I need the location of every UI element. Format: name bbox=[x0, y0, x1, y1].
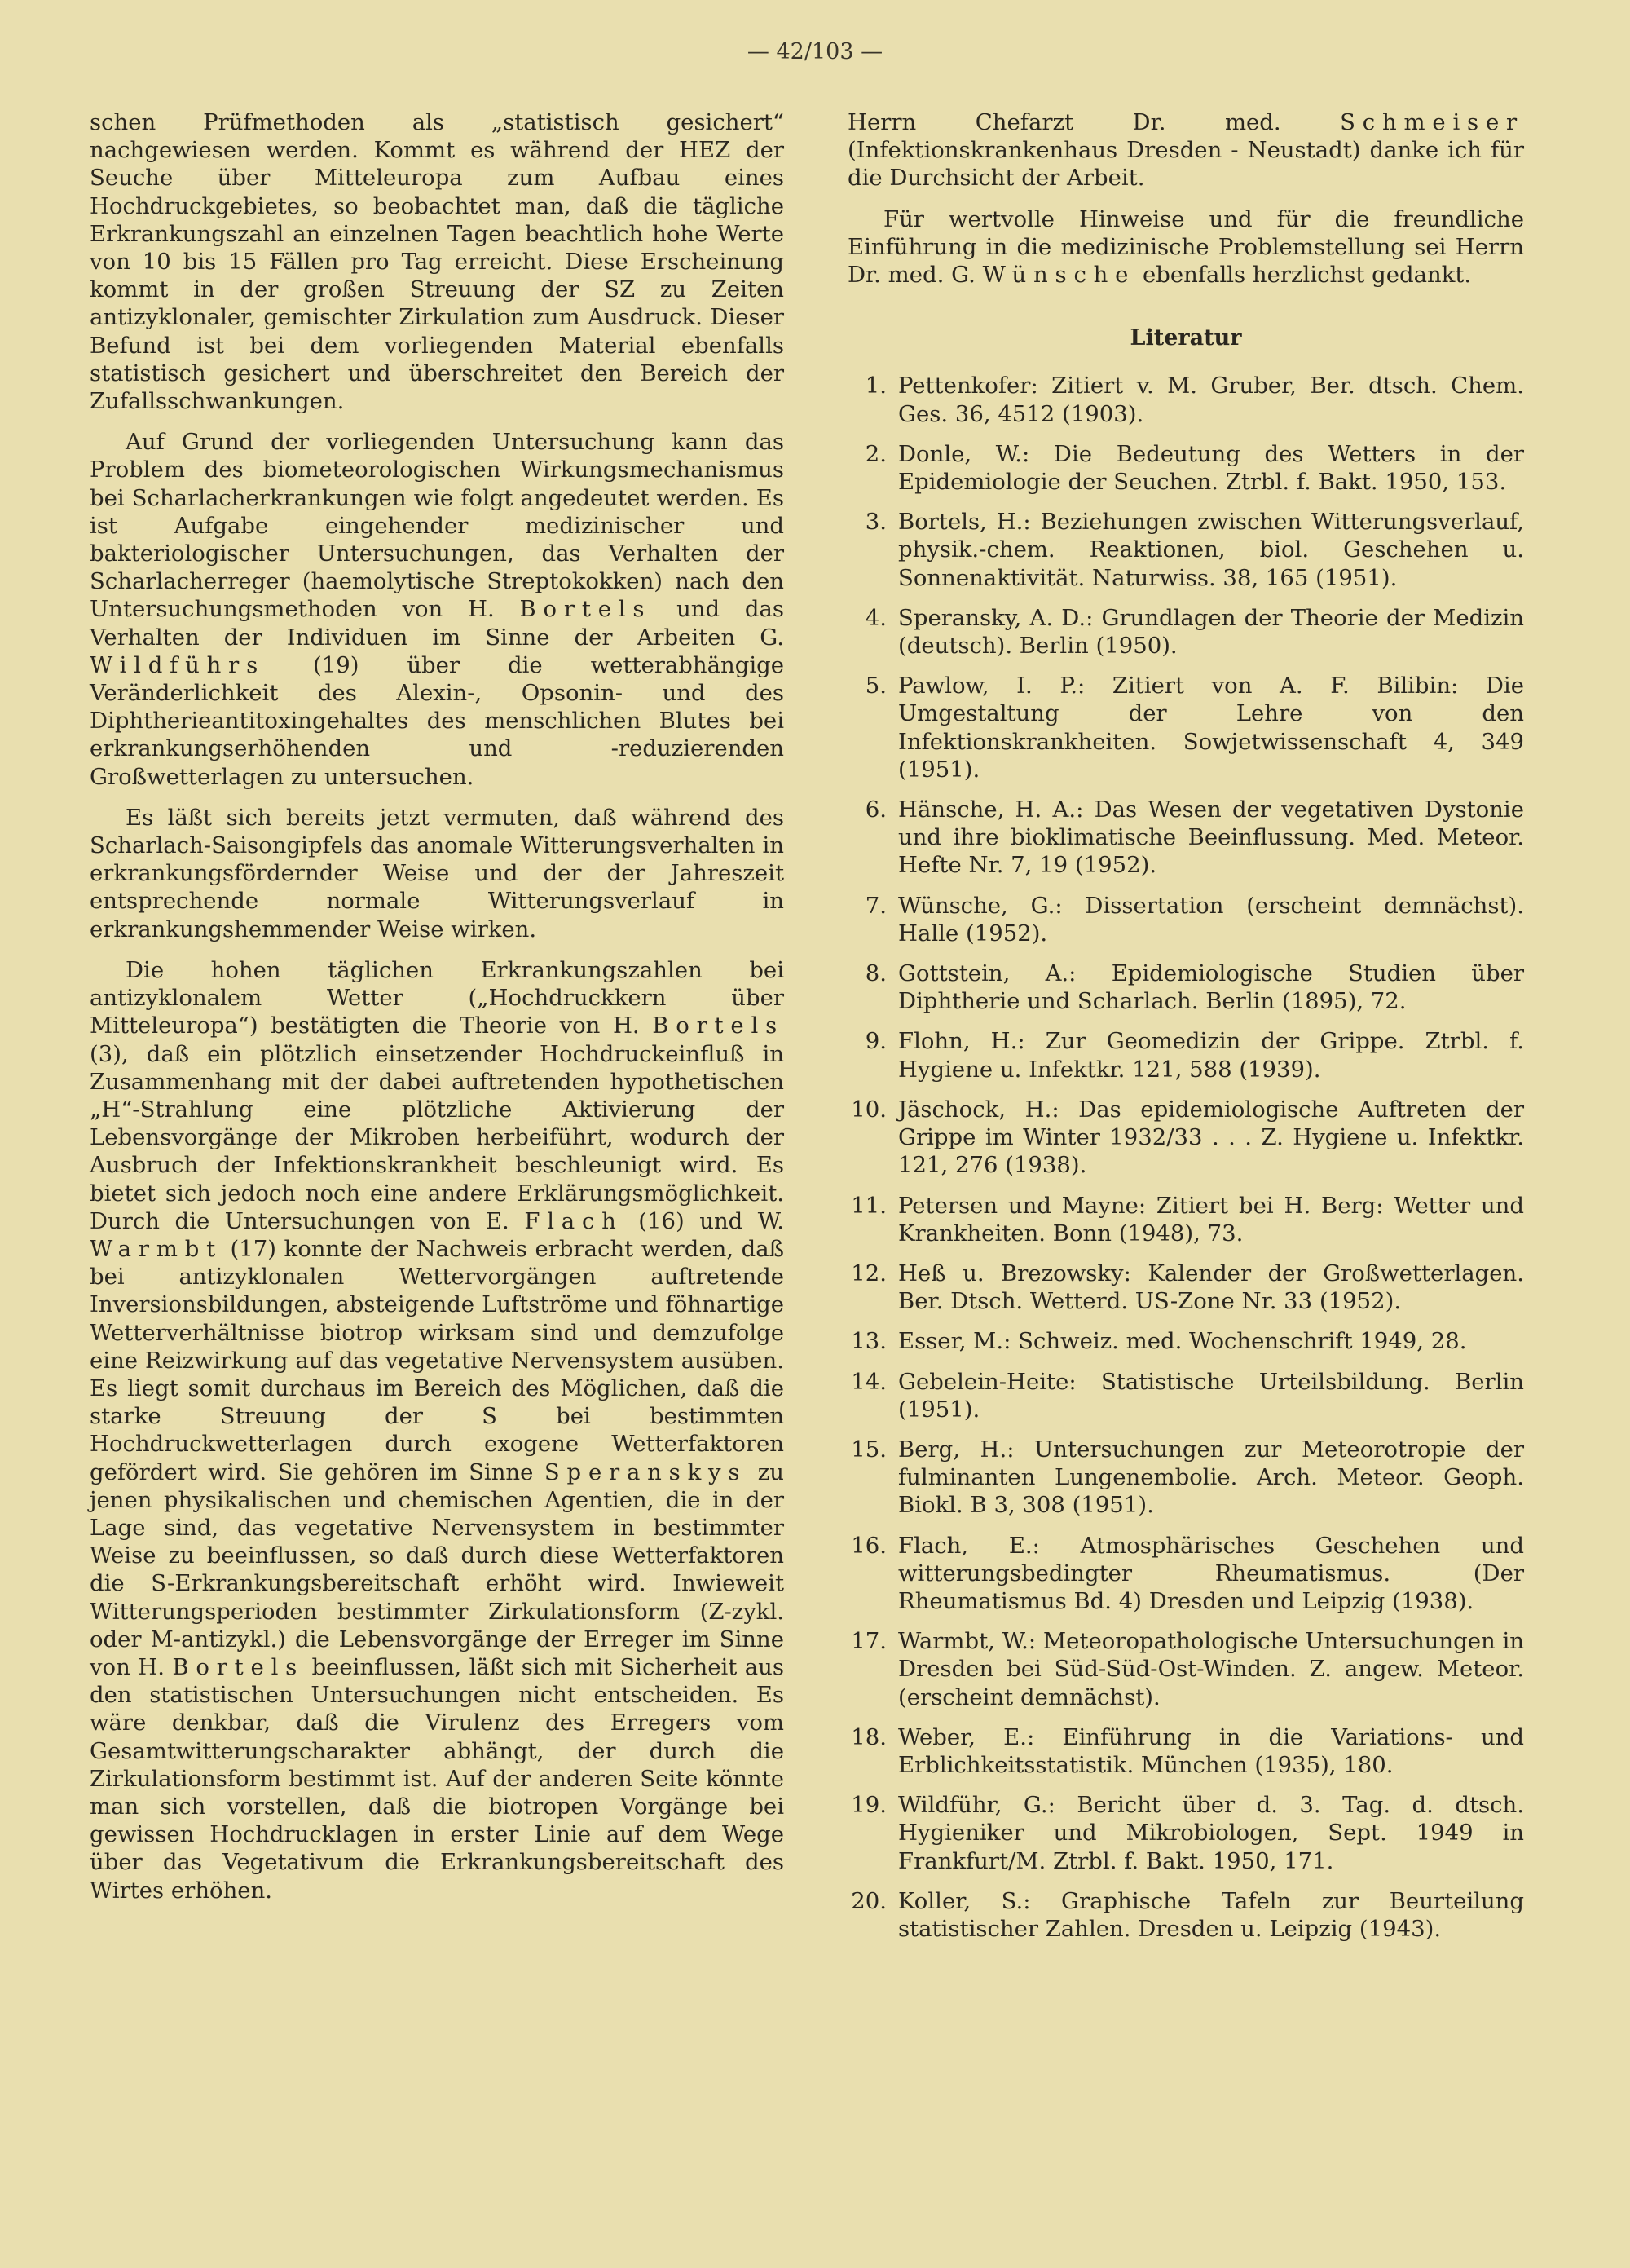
reference-item bbox=[848, 960, 1524, 1015]
reference-number: 10. bbox=[851, 1096, 887, 1123]
reference-number: 8. bbox=[865, 960, 887, 987]
reference-text: Esser, M.: Schweiz. med. Wochenschrift 1949, 28. bbox=[898, 1328, 1467, 1355]
reference-text: Gottstein, A.: Epidemiologische Studien über Diphtherie und Scharlach. Berlin (1895), 72. bbox=[898, 960, 1524, 1015]
reference-number: 4. bbox=[865, 604, 887, 631]
reference-item bbox=[848, 1723, 1524, 1779]
paragraph-2 bbox=[90, 428, 784, 791]
reference-number: 5. bbox=[865, 673, 887, 699]
reference-item bbox=[848, 672, 1524, 783]
paragraph-4-text-e: zu jenen physikalischen und chemischen Agentien, die in der Lage sind, das vegetative Nervensystem in bestimmter Weise zu beeinflussen, so daß durch diese Wetterfaktoren die S-Erkrankungsbereitschaft erhöht wird. Inwieweit Witterungsperioden bestimmter Zirkulationsform (Z-zykl. oder M-antizykl.) die Lebensvorgänge der Erreger im Sinne von H. bbox=[90, 1458, 784, 1680]
paragraph-2-text-c: (19) über die wetterabhängige Veränderlichkeit des Alexin-, Opsonin- und des Diphtherieantitoxingehaltes des menschlichen Blutes bei erkrankungserhöhenden und -reduzierenden Großwetterlagen zu untersuchen. bbox=[90, 651, 784, 790]
left-column bbox=[90, 108, 784, 1917]
page-number: — 42/103 — bbox=[747, 39, 883, 64]
ack-2-text-b: ebenfalls herzlichst gedankt. bbox=[1143, 262, 1472, 289]
reference-text: Donle, W.: Die Bedeutung des Wetters in der Epidemiologie der Seuchen. Ztrbl. f. Bakt. 1950, 153. bbox=[898, 440, 1524, 496]
reference-number: 19. bbox=[851, 1792, 887, 1819]
reference-list bbox=[848, 372, 1524, 1943]
reference-number: 15. bbox=[851, 1436, 887, 1463]
reference-text: Pawlow, I. P.: Zitiert von A. F. Bilibin: Die Umgestaltung der Lehre von den Infektionskrankheiten. Sowjetwissenschaft 4, 349 (1951). bbox=[898, 673, 1524, 783]
reference-item bbox=[848, 604, 1524, 660]
reference-item bbox=[848, 796, 1524, 880]
paragraph-4 bbox=[90, 956, 784, 1904]
literature-heading: Literatur bbox=[1130, 325, 1242, 351]
author-name-warmbt: Warmbt bbox=[90, 1235, 222, 1262]
reference-number: 20. bbox=[851, 1887, 887, 1914]
reference-item bbox=[848, 508, 1524, 592]
reference-number: 14. bbox=[851, 1368, 887, 1395]
reference-text: Berg, H.: Untersuchungen zur Meteorotropie der fulminanten Lungenembolie. Arch. Meteor. Geoph. Biokl. B 3, 308 (1951). bbox=[898, 1436, 1524, 1519]
reference-text: Wünsche, G.: Dissertation (erscheint demnächst). Halle (1952). bbox=[898, 892, 1524, 946]
person-name-schmeiser: Schmeiser bbox=[1340, 109, 1524, 135]
reference-number: 13. bbox=[851, 1328, 887, 1355]
reference-item bbox=[848, 892, 1524, 947]
paragraph-4-text-f: beeinflussen, läßt sich mit Sicherheit aus den statistischen Untersuchungen nicht entscheiden. Es wäre denkbar, daß die Virulenz des Erregers vom Gesamtwitterungscharakter abhängt, der durch die Zirkulationsform bestimmt ist. Auf der anderen Seite könnte man sich vorstellen, daß die biotropen Vorgänge bei gewissen Hochdrucklagen in erster Linie auf dem Wege über das Vegetativum die Erkrankungsbereitschaft des Wirtes erhöhen. bbox=[90, 1653, 784, 1904]
reference-number: 1. bbox=[865, 373, 887, 399]
reference-text: Hänsche, H. A.: Das Wesen der vegetativen Dystonie und ihre bioklimatische Beeinflussung. Med. Meteor. Hefte Nr. 7, 19 (1952). bbox=[898, 796, 1524, 879]
reference-number: 2. bbox=[865, 440, 887, 467]
reference-text: Heß u. Brezowsky: Kalender der Großwetterlagen. Ber. Dtsch. Wetterd. US-Zone Nr. 33 (1952). bbox=[898, 1260, 1524, 1315]
acknowledgement-2 bbox=[848, 205, 1524, 289]
reference-text: Jäschock, H.: Das epidemiologische Auftreten der Grippe im Winter 1932/33 . . . Z. Hygiene u. Infektkr. 121, 276 (1938). bbox=[898, 1096, 1524, 1179]
reference-number: 7. bbox=[865, 892, 887, 919]
reference-item bbox=[848, 1096, 1524, 1180]
author-name-bortels: Bortels bbox=[652, 1013, 784, 1039]
paragraph-4-text-a: Die hohen täglichen Erkrankungszahlen bei antizyklonalem Wetter („Hochdruckkern über Mitteleuropa“) bestätigten die Theorie von H. bbox=[90, 956, 784, 1039]
paragraph-2-text-b: und das Verhalten der Individuen im Sinne der Arbeiten G. bbox=[90, 596, 784, 651]
ack-1-text-b: (Infektionskrankenhaus Dresden - Neustadt) danke ich für die Durchsicht der Arbeit. bbox=[848, 137, 1524, 192]
reference-text: Pettenkofer: Zitiert v. M. Gruber, Ber. dtsch. Chem. Ges. 36, 4512 (1903). bbox=[898, 373, 1524, 427]
paragraph-2-text-a: Auf Grund der vorliegenden Untersuchung kann das Problem des biometeorologischen Wirkungsmechanismus bei Scharlacherkrankungen wie folgt angedeutet werden. Es ist Aufgabe eingehender medizinischer und bakteriologischer Untersuchungen, das Verhalten der Scharlacherreger (haemolytische Streptokokken) nach den Untersuchungsmethoden von H. bbox=[90, 429, 784, 623]
reference-text: Bortels, H.: Beziehungen zwischen Witterungsverlauf, physik.-chem. Reaktionen, biol. Geschehen u. Sonnenaktivität. Naturwiss. 38, 165 (1951). bbox=[898, 509, 1524, 591]
ack-1-text-a: Herrn Chefarzt Dr. med. bbox=[848, 109, 1281, 135]
reference-item bbox=[848, 1327, 1524, 1355]
reference-text: Warmbt, W.: Meteoropathologische Untersuchungen in Dresden bei Süd-Süd-Ost-Winden. Z. angew. Meteor. (erscheint demnächst). bbox=[898, 1628, 1524, 1710]
reference-text: Gebelein-Heite: Statistische Urteilsbildung. Berlin (1951). bbox=[898, 1368, 1524, 1423]
reference-number: 17. bbox=[851, 1628, 887, 1655]
reference-number: 11. bbox=[851, 1192, 887, 1219]
reference-text: Flach, E.: Atmosphärisches Geschehen und witterungsbedingter Rheumatismus. (Der Rheumatismus Bd. 4) Dresden und Leipzig (1938). bbox=[898, 1532, 1524, 1614]
reference-item bbox=[848, 1532, 1524, 1616]
acknowledgement-1 bbox=[848, 108, 1524, 192]
reference-text: Koller, S.: Graphische Tafeln zur Beurteilung statistischer Zahlen. Dresden u. Leipzig (1943). bbox=[898, 1887, 1524, 1942]
reference-item bbox=[848, 1368, 1524, 1423]
reference-item bbox=[848, 1627, 1524, 1711]
reference-text: Weber, E.: Einführung in die Variations- und Erblichkeitsstatistik. München (1935), 180. bbox=[898, 1723, 1524, 1778]
paragraph-4-text-d: (17) konnte der Nachweis erbracht werden, daß bei antizyklonalen Wettervorgängen auftretende Inversionsbildungen, absteigende Luftströme und föhnartige Wetterverhältnisse biotrop wirksam sind und demzufolge eine Reizwirkung auf das vegetative Nervensystem ausüben. Es liegt somit durchaus im Bereich des Möglichen, daß die starke Streuung der S bei bestimmten Hochdruckwetterlagen durch exogene Wetterfaktoren gefördert wird. Sie gehören im Sinne bbox=[90, 1235, 784, 1485]
person-name-wuensche: Wünsche bbox=[982, 262, 1136, 289]
reference-item bbox=[848, 1027, 1524, 1083]
reference-item bbox=[848, 1436, 1524, 1520]
paragraph-1: schen Prüfmethoden als „statistisch gesichert“ nachgewiesen werden. Kommt es während der HEZ der Seuche über Mitteleuropa zum Aufbau eines Hochdruckgebietes, so beobachtet man, daß die tägliche Erkrankungszahl an einzelnen Tagen beachtlich hohe Werte von 10 bis 15 Fällen pro Tag erreicht. Diese Erscheinung kommt in der großen Streuung der SZ zu Zeiten antizyklonaler, gemischter Zirkulation zum Ausdruck. Dieser Befund ist bei dem vorliegenden Material ebenfalls statistisch gesichert und überschreitet den Bereich der Zufallsschwankungen. bbox=[90, 109, 784, 415]
author-name-flach: Flach bbox=[524, 1207, 623, 1234]
paragraph-4-text-c: (16) und W. bbox=[638, 1207, 784, 1234]
reference-text: Flohn, H.: Zur Geomedizin der Grippe. Ztrbl. f. Hygiene u. Infektkr. 121, 588 (1939). bbox=[898, 1028, 1524, 1083]
reference-text: Petersen und Mayne: Zitiert bei H. Berg: Wetter und Krankheiten. Bonn (1948), 73. bbox=[898, 1192, 1524, 1247]
author-name-speranskys: Speranskys bbox=[544, 1458, 747, 1485]
author-name-wildfuehrs: Wildführs bbox=[90, 651, 266, 678]
reference-text: Speransky, A. D.: Grundlagen der Theorie der Medizin (deutsch). Berlin (1950). bbox=[898, 604, 1524, 660]
reference-number: 3. bbox=[865, 509, 887, 536]
reference-item bbox=[848, 372, 1524, 427]
reference-text: Wildführ, G.: Bericht über d. 3. Tag. d. dtsch. Hygieniker und Mikrobiologen, Sept. 1949 in Frankfurt/M. Ztrbl. f. Bakt. 1950, 171. bbox=[898, 1792, 1524, 1874]
reference-item bbox=[848, 1192, 1524, 1247]
reference-item bbox=[848, 1260, 1524, 1315]
reference-item bbox=[848, 1791, 1524, 1875]
right-column bbox=[848, 108, 1524, 1955]
paragraph-3: Es läßt sich bereits jetzt vermuten, daß während des Scharlach-Saisongipfels das anomale Witterungsverhalten in erkrankungsfördernder Weise und der der Jahreszeit entsprechende normale Witterungsverlauf in erkrankungshemmender Weise wirken. bbox=[90, 804, 784, 942]
reference-item bbox=[848, 1887, 1524, 1943]
reference-item bbox=[848, 440, 1524, 496]
author-name-bortels: Bortels bbox=[172, 1653, 305, 1680]
reference-number: 6. bbox=[865, 796, 887, 823]
ack-2-text-a: Für wertvolle Hinweise und für die freundliche Einführung in die medizinische Problemstellung sei Herrn Dr. med. G. bbox=[848, 205, 1524, 289]
paragraph-4-text-b: (3), daß ein plötzlich einsetzender Hochdruckeinfluß in Zusammenhang mit der dabei auftretenden hypothetischen „H“-Strahlung eine plötzliche Aktivierung der Lebensvorgänge der Mikroben herbeiführt, wodurch der Ausbruch der Infektionskrankheit beschleunigt wird. Es bietet sich jedoch noch eine andere Erklärungsmöglichkeit. Durch die Untersuchungen von E. bbox=[90, 1040, 784, 1234]
reference-number: 16. bbox=[851, 1532, 887, 1559]
reference-number: 12. bbox=[851, 1260, 887, 1286]
reference-number: 9. bbox=[865, 1028, 887, 1055]
reference-number: 18. bbox=[851, 1723, 887, 1750]
author-name-bortels: Bortels bbox=[519, 596, 652, 623]
